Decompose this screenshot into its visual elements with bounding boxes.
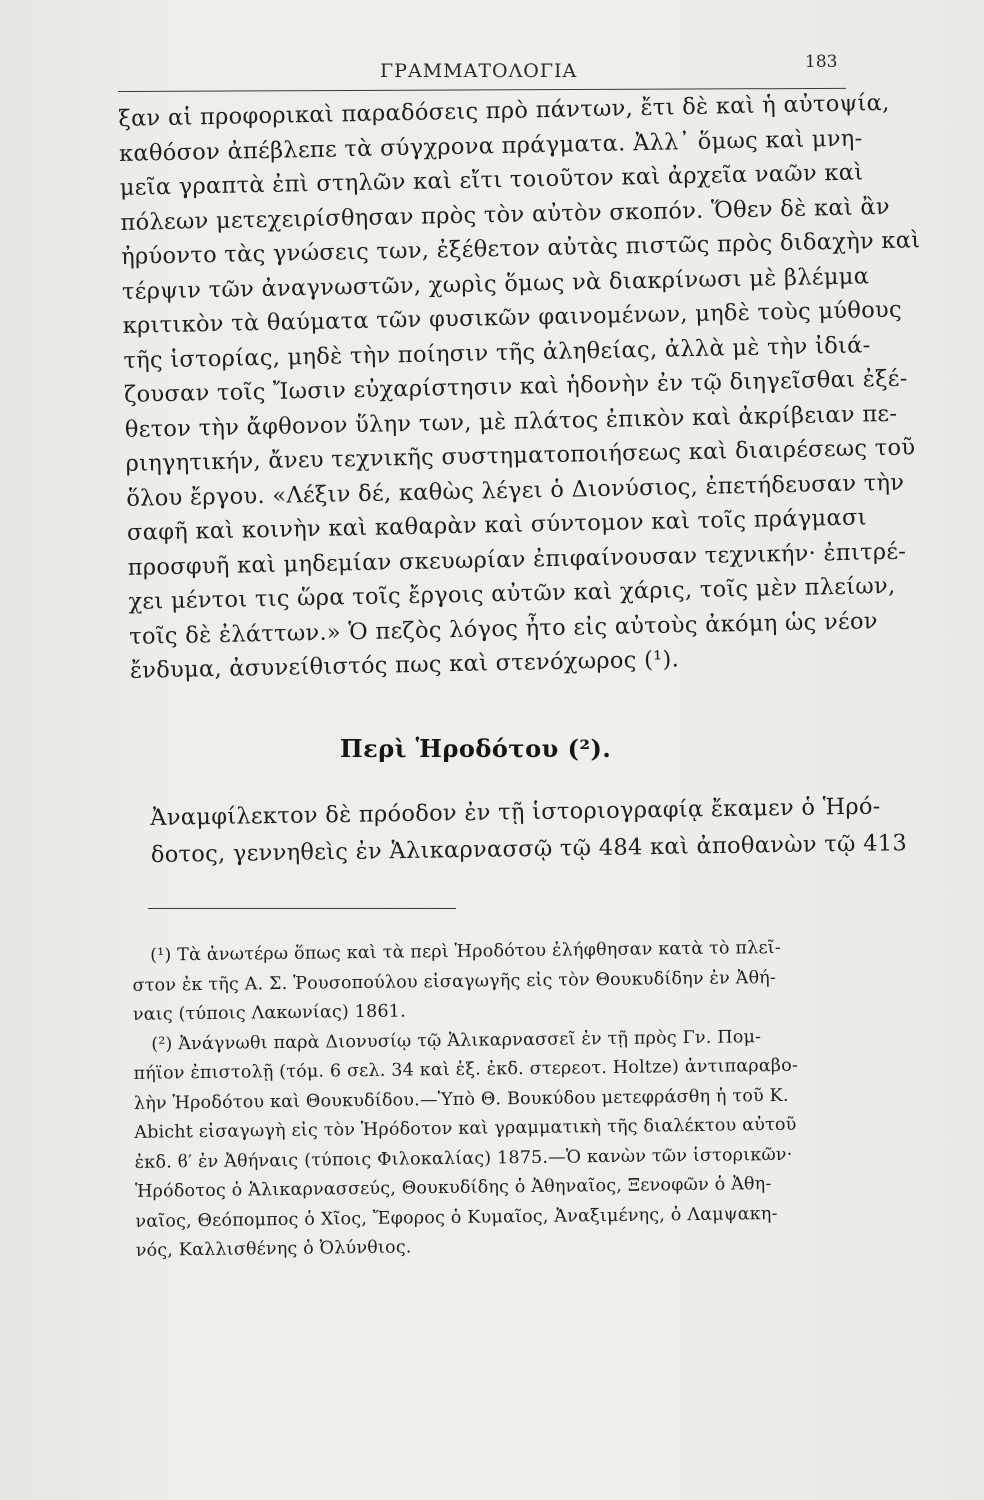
footnote-line: λὴν Ἡροδότου καὶ Θουκυδίδου.—Ὑπὸ Θ. Βουκύδου μετεφράσθη ἡ τοῦ Κ. — [133, 1085, 789, 1114]
text-line: δοτος, γεννηθεὶς ἐν Ἁλικαρνασσῷ τῷ 484 καὶ ἀποθανὼν τῷ 413 — [150, 830, 908, 868]
text-line: καθόσον ἀπέβλεπε τὰ σύγχρονα πράγματα. Ἀλλ᾽ ὅμως καὶ μνη- — [118, 124, 863, 167]
footnote-rule — [148, 908, 456, 909]
text-line: ξαν αἱ προφορικαὶ παραδόσεις πρὸ πάντων, ἔτι δὲ καὶ ἡ αὐτοψία, — [118, 89, 890, 132]
text-line: ζουσαν τοῖς Ἴωσιν εὐχαρίστησιν καὶ ἡδονὴν ἐν τῷ διηγεῖσθαι ἐξέ- — [123, 365, 908, 408]
text-line: μεῖα γραπτὰ ἐπὶ στηλῶν καὶ εἴτι τοιοῦτον καὶ ἀρχεῖα ναῶν καὶ — [119, 159, 864, 201]
text-line: ἔνδυμα, ἀσυνείθιστός πως καὶ στενόχωρος (¹). — [129, 646, 680, 684]
footnote-line: ναις (τύποις Λακωνίας) 1861. — [132, 1001, 406, 1025]
text-line: τῆς ἱστορίας, μηδὲ τὴν ποίησιν τῆς ἀληθείας, ἀλλὰ μὲ τὴν ἰδιά- — [123, 331, 871, 374]
text-line: πόλεων μετεχειρίσθησαν πρὸς τὸν αὐτὸν σκοπόν. Ὅθεν δὲ καὶ ἂν — [120, 193, 891, 236]
page-number: 183 — [805, 52, 838, 72]
section-heading: Περὶ Ἡροδότου (²). — [340, 734, 612, 763]
main-paragraph — [118, 87, 921, 689]
text-line: χει μέντοι τις ὥρα τοῖς ἔργοις αὐτῶν καὶ χάρις, τοῖς μὲν πλείων, — [128, 572, 896, 615]
herodotus-paragraph — [150, 789, 908, 874]
text-line: σαφῆ καὶ κοινὴν καὶ καθαρὰν καὶ σύντομον καὶ τοῖς πράγμασι — [126, 504, 868, 546]
text-line: τέρψιν τῶν ἀναγνωστῶν, χωρὶς ὅμως νὰ διακρίνωσι μὲ βλέμμα — [121, 262, 870, 305]
footnote-line: Abicht εἰσαγωγὴ εἰς τὸν Ἡρόδοτον καὶ γραμματικὴ τῆς διαλέκτου αὐτοῦ — [134, 1114, 797, 1143]
footnote-line: νός, Καλλισθένης ὁ Ὀλύνθιος. — [135, 1237, 412, 1261]
footnote-line: (¹) Τὰ ἀνωτέρω ὅπως καὶ τὰ περὶ Ἡροδότου ἐλήφθησαν κατὰ τὸ πλεῖ- — [150, 937, 782, 966]
footnotes — [120, 933, 864, 1267]
text-line: Ἀναμφίλεκτον δὲ πρόοδον ἐν τῇ ἱστοριογραφίᾳ ἔκαμεν ὁ Ἡρό- — [150, 793, 881, 831]
text-line: ὅλου ἔργου. «Λέξιν δέ, καθὼς λέγει ὁ Διονύσιος, ἐπετήδευσαν τὴν — [126, 469, 905, 512]
footnote-line: (²) Ἀνάγνωθι παρὰ Διονυσίῳ τῷ Ἁλικαρνασσεῖ ἐν τῇ πρὸς Γν. Πομ- — [151, 1026, 762, 1055]
footnote-line: πήϊον ἐπιστολῇ (τόμ. 6 σελ. 34 καὶ ἑξ. ἐκδ. στερεοτ. Holtze) ἀντιπαραβο- — [133, 1055, 799, 1084]
footnote-line: ναῖος, Θεόπομπος ὁ Χῖος, Ἔφορος ὁ Κυμαῖος, Ἀναξιμένης, ὁ Λαμψακη- — [135, 1203, 778, 1232]
footnote-line: Ἡρόδοτος ὁ Ἁλικαρνασσεύς, Θουκυδίδης ὁ Ἀθηναῖος, Ξενοφῶν ὁ Ἀθη- — [134, 1174, 772, 1202]
footnote-line: στον ἐκ τῆς Α. Σ. Ῥουσοπούλου εἰσαγωγῆς εἰς τὸν Θουκυδίδην ἐν Ἀθή- — [132, 967, 777, 996]
running-header: ΓΡΑΜΜΑΤΟΛΟΓΙΑ — [380, 60, 578, 82]
text-line: θετον τὴν ἄφθονον ὕλην των, μὲ πλάτος ἐπικὸν καὶ ἀκρίβειαν πε- — [124, 400, 898, 443]
text-line: κριτικὸν τὰ θαύματα τῶν φυσικῶν φαινομένων, μηδὲ τοὺς μύθους — [122, 296, 903, 339]
text-line: ριηγητικήν, ἄνευ τεχνικῆς συστηματοποιήσεως καὶ διαιρέσεως τοῦ — [125, 434, 916, 477]
text-line: τοῖς δὲ ἐλάττων.» Ὁ πεζὸς λόγος ἦτο εἰς αὐτοὺς ἀκόμη ὡς νέον — [128, 607, 879, 650]
text-line: προσφυῆ καὶ μηδεμίαν σκευωρίαν ἐπιφαίνουσαν τεχνικήν· ἐπιτρέ- — [127, 538, 907, 581]
footnote-line: ἐκδ. ϐ′ ἐν Ἀθήναις (τύποις Φιλοκαλίας) 1875.—Ὁ κανὼν τῶν ἱστορικῶν· — [134, 1144, 793, 1173]
text-line: ἠρύοντο τὰς γνώσεις των, ἐξέθετον αὐτὰς πιστῶς πρὸς διδαχὴν καὶ — [120, 227, 921, 270]
